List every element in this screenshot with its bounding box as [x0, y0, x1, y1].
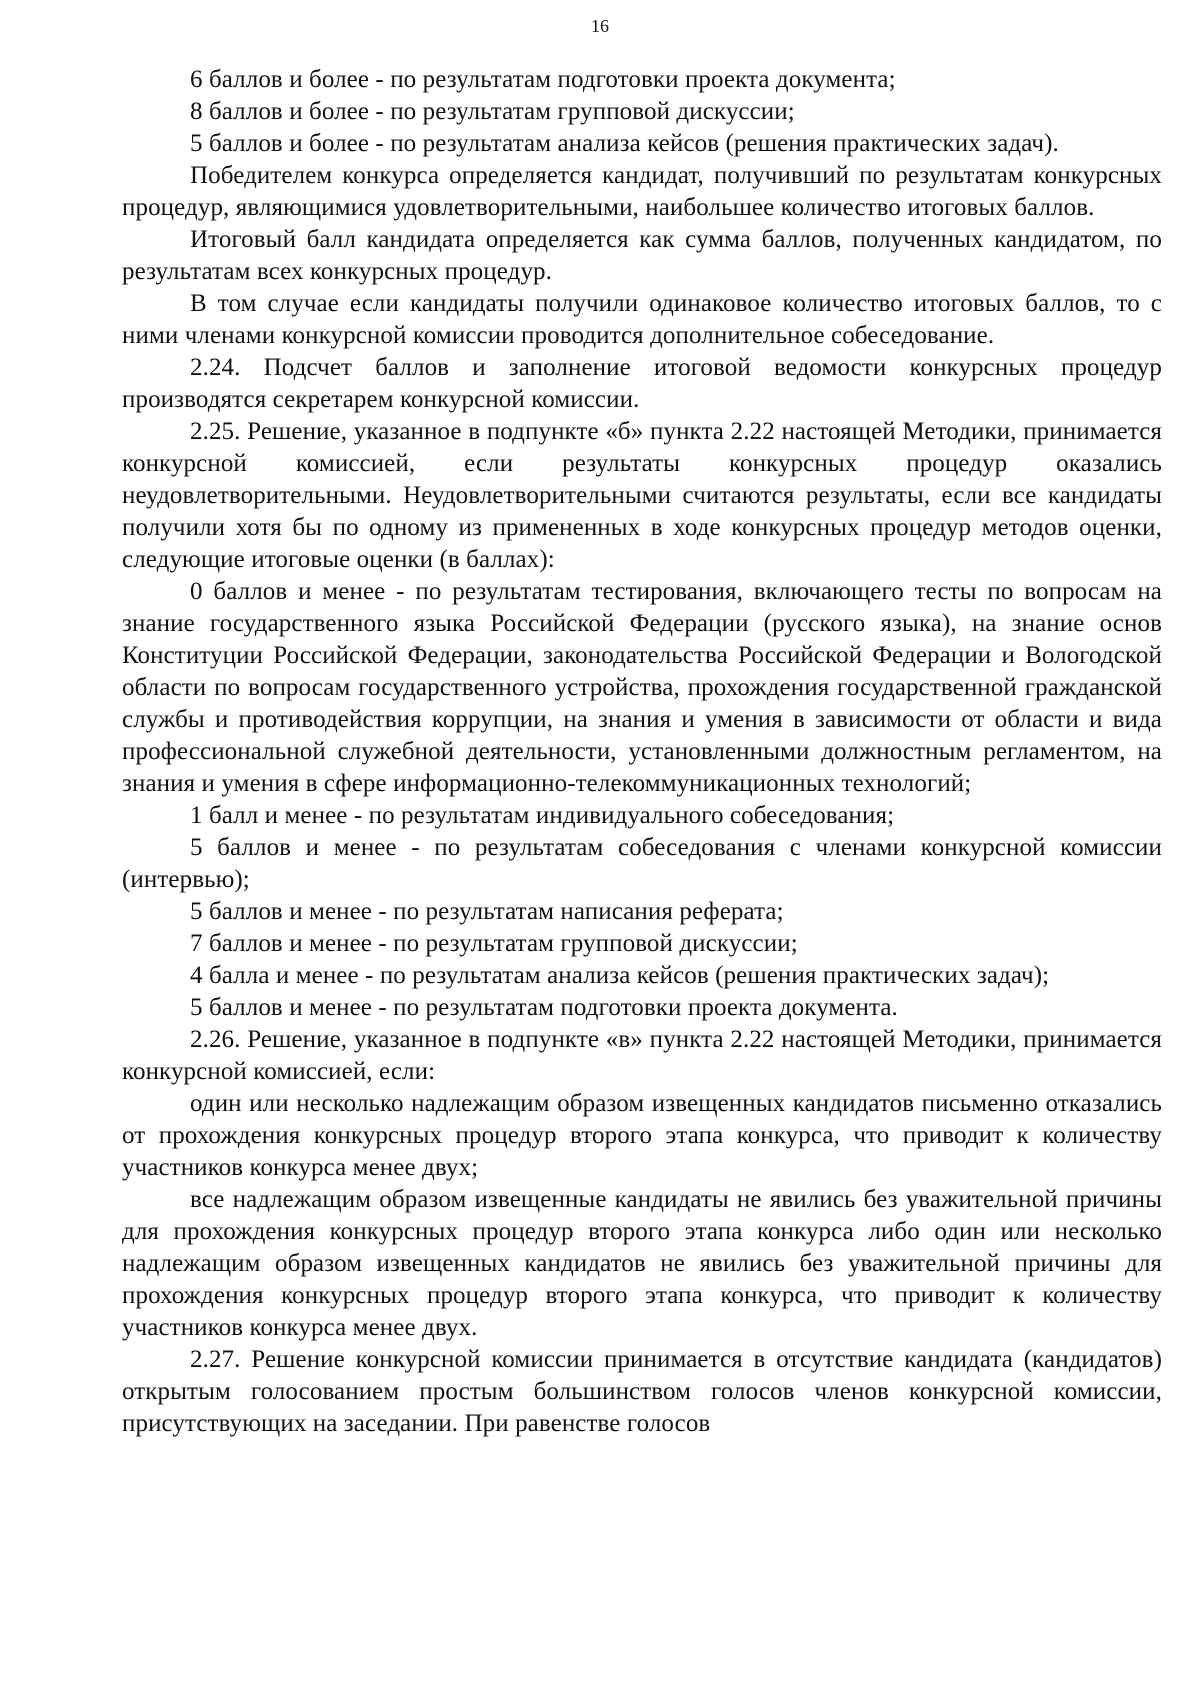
- paragraph: 2.27. Решение конкурсной комиссии принимается в отсутствие кандидата (кандидатов) открытым голосованием простым большинством голосов членов конкурсной комиссии, присутствующих на заседании. При равенстве голосов: [122, 1346, 1162, 1437]
- paragraph: 2.24. Подсчет баллов и заполнение итоговой ведомости конкурсных процедур производятся секретарем конкурсной комиссии.: [122, 354, 1162, 413]
- paragraph: 5 баллов и менее - по результатам собеседования с членами конкурсной комиссии (интервью);: [122, 834, 1162, 893]
- page-number: 16: [591, 16, 609, 36]
- paragraph: один или несколько надлежащим образом извещенных кандидатов письменно отказались от прохождения конкурсных процедур второго этапа конкурса, что приводит к количеству участников конкурса менее двух;: [122, 1090, 1162, 1181]
- paragraph: 2.25. Решение, указанное в подпункте «б» пункта 2.22 настоящей Методики, принимается конкурсной комиссией, если результаты конкурсных процедур оказались неудовлетворительными. Неудовлетворительными считаются результаты, если все кандидаты получили хотя бы по одному из примененных в ходе конкурсных процедур методов оценки, следующие итоговые оценки (в баллах):: [122, 418, 1162, 573]
- paragraph: 5 баллов и менее - по результатам написания реферата;: [190, 898, 784, 925]
- paragraph: все надлежащим образом извещенные кандидаты не явились без уважительной причины для прохождения конкурсных процедур второго этапа конкурса либо один или несколько надлежащим образом извещенных кандидатов не явились без уважительной причины для прохождения конкурсных процедур второго этапа конкурса, что приводит к количеству участников конкурса менее двух.: [122, 1186, 1162, 1341]
- paragraph: Победителем конкурса определяется кандидат, получивший по результатам конкурсных процедур, являющимися удовлетворительными, наибольшее количество итоговых баллов.: [122, 162, 1162, 221]
- paragraph: 2.26. Решение, указанное в подпункте «в» пункта 2.22 настоящей Методики, принимается конкурсной комиссией, если:: [122, 1026, 1162, 1085]
- paragraph: 0 баллов и менее - по результатам тестирования, включающего тесты по вопросам на знание государственного языка Российской Федерации (русского языка), на знание основ Конституции Российской Федерации, законодательства Российской Федерации и Вологодской области по вопросам государственного устройства, прохождения государственной гражданской службы и противодействия коррупции, на знания и умения в зависимости от области и вида профессиональной служебной деятельности, установленными должностным регламентом, на знания и умения в сфере информационно-телекоммуникационных технологий;: [122, 578, 1162, 797]
- paragraph: Итоговый балл кандидата определяется как сумма баллов, полученных кандидатом, по результатам всех конкурсных процедур.: [122, 226, 1162, 285]
- paragraph: 7 баллов и менее - по результатам групповой дискуссии;: [190, 930, 798, 957]
- paragraph: 8 баллов и более - по результатам групповой дискуссии;: [190, 98, 795, 125]
- document-body: [122, 64, 1162, 1440]
- paragraph: 5 баллов и более - по результатам анализа кейсов (решения практических задач).: [190, 130, 1059, 157]
- paragraph: 5 баллов и менее - по результатам подготовки проекта документа.: [190, 994, 898, 1021]
- paragraph: 1 балл и менее - по результатам индивидуального собеседования;: [190, 802, 895, 829]
- paragraph: 6 баллов и более - по результатам подготовки проекта документа;: [190, 66, 896, 93]
- paragraph: 4 балла и менее - по результатам анализа кейсов (решения практических задач);: [190, 962, 1050, 989]
- paragraph: В том случае если кандидаты получили одинаковое количество итоговых баллов, то с ними членами конкурсной комиссии проводится дополнительное собеседование.: [122, 290, 1162, 349]
